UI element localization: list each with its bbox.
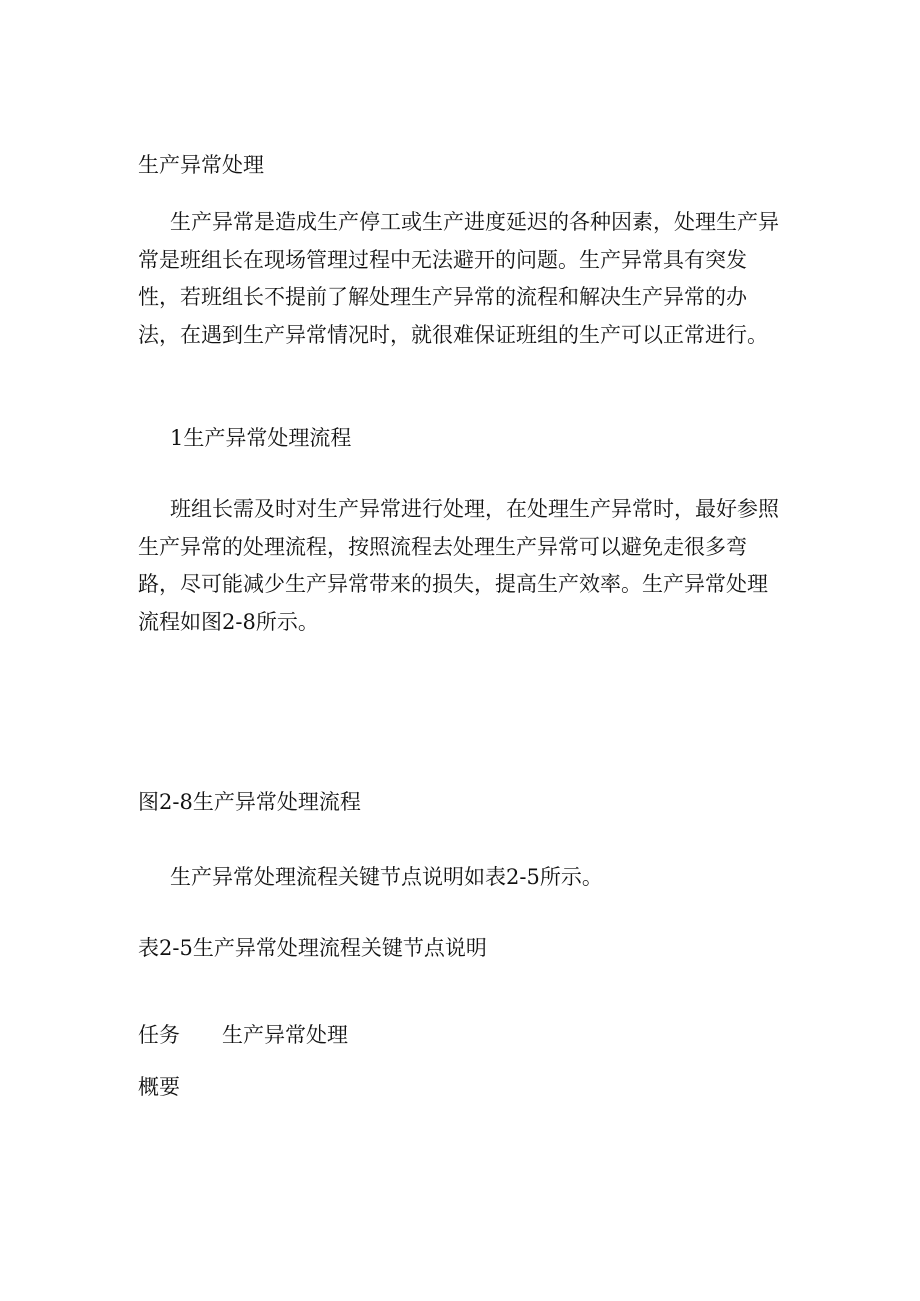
section-paragraph: 班组长需及时对生产异常进行处理，在处理生产异常时，最好参照生产异常的处理流程，按照流程去处理生产异常可以避免走很多弯路，尽可能减少生产异常带来的损失，提高生产效率。生产异常处理流程如图2-8所示。 — [138, 497, 779, 634]
intro-paragraph: 生产异常是造成生产停工或生产进度延迟的各种因素，处理生产异常是班组长在现场管理过程中无法避开的问题。生产异常具有突发性，若班组长不提前了解处理生产异常的流程和解决生产异常的办法，在遇到生产异常情况时，就很难保证班组的生产可以正常进行。 — [138, 210, 779, 347]
table-caption: 表2-5生产异常处理流程关键节点说明 — [138, 936, 487, 960]
table-cell-summary-label: 概要 — [138, 1075, 180, 1099]
table-row-task — [138, 1020, 348, 1050]
table-cell-task-value: 生产异常处理 — [222, 1023, 348, 1047]
table-reference: 生产异常处理流程关键节点说明如表2-5所示。 — [170, 865, 603, 889]
section-heading: 1生产异常处理流程 — [170, 426, 352, 450]
table-cell-task-label: 任务 — [138, 1023, 180, 1047]
figure-caption: 图2-8生产异常处理流程 — [138, 790, 361, 814]
document-title: 生产异常处理 — [138, 153, 264, 177]
